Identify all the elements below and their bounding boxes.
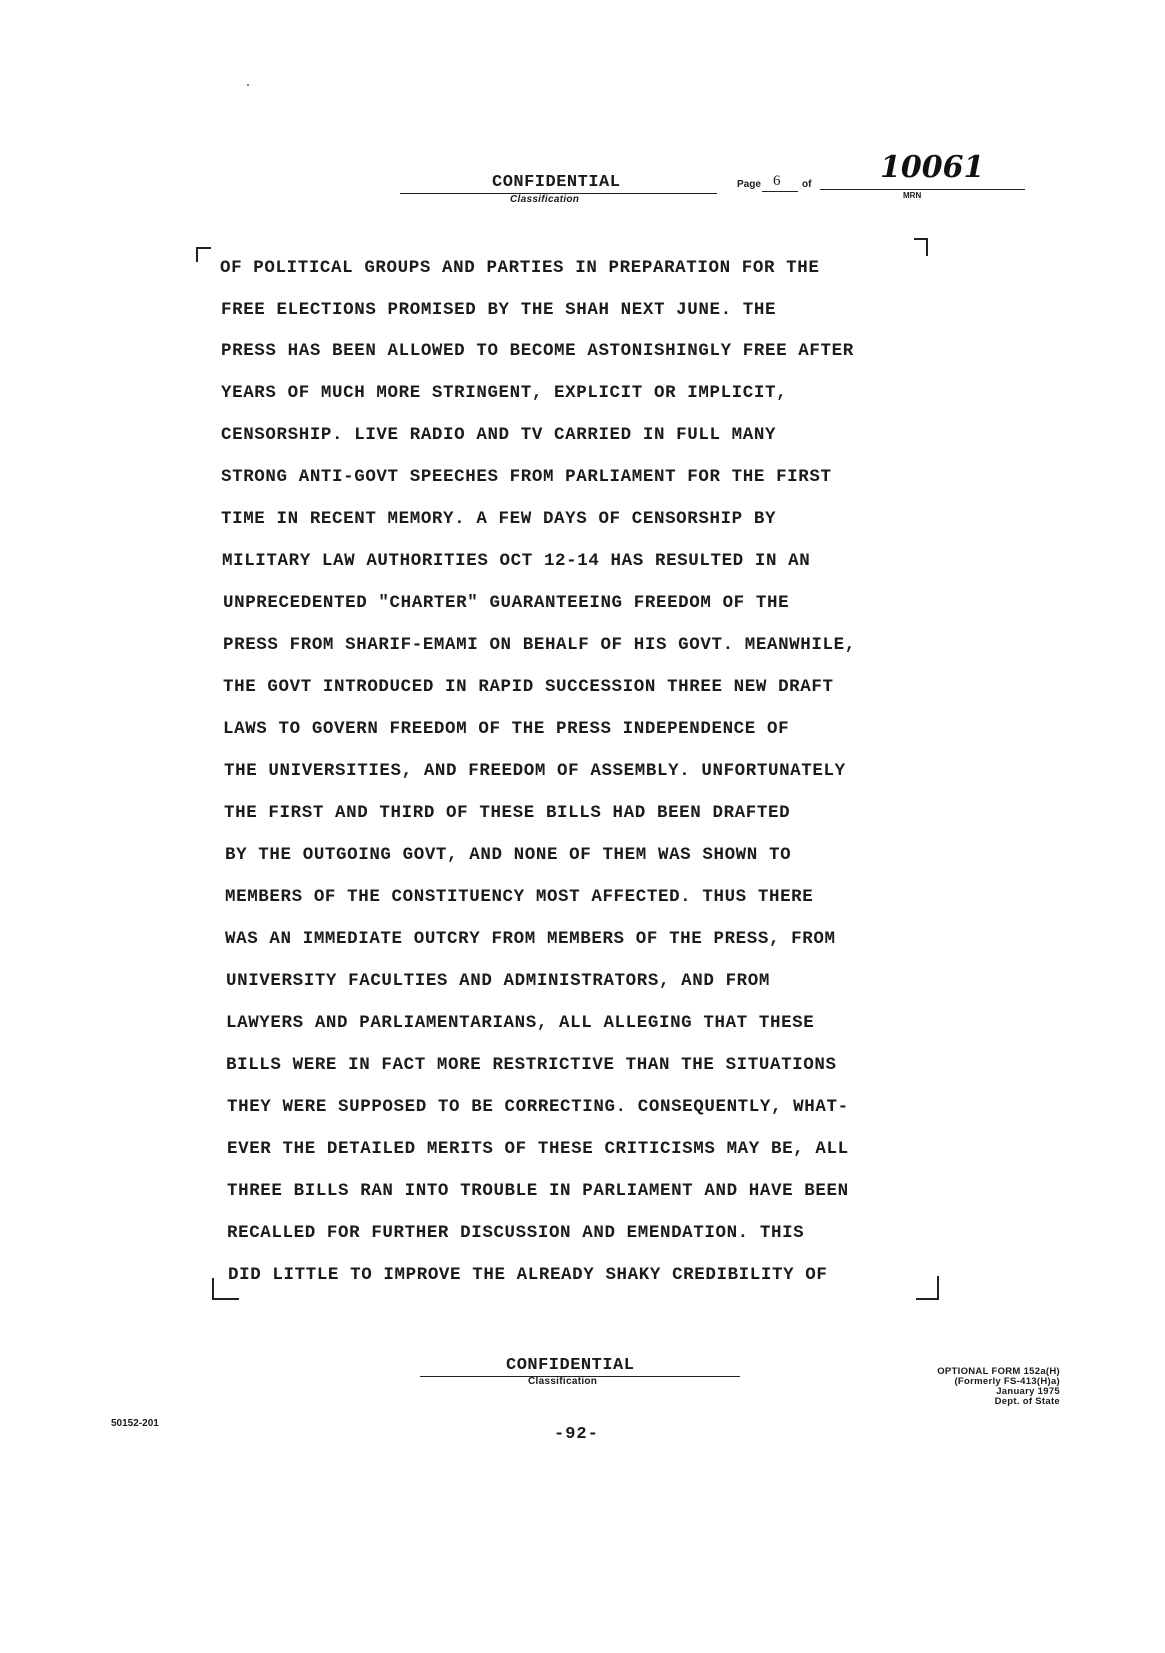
body-line: THE FIRST AND THIRD OF THESE BILLS HAD BEEN DRAFTED bbox=[224, 803, 791, 823]
header-classification-caption: Classification bbox=[510, 194, 580, 205]
body-line: UNPRECEDENTED "CHARTER" GUARANTEEING FREEDOM OF THE bbox=[223, 593, 790, 613]
body-line: OF POLITICAL GROUPS AND PARTIES IN PREPARATION FOR THE bbox=[220, 258, 820, 278]
corner-mark-top-left bbox=[196, 247, 211, 262]
page-number: 6 bbox=[773, 173, 781, 189]
mrn-handwritten: 10061 bbox=[880, 150, 985, 185]
body-line: WAS AN IMMEDIATE OUTCRY FROM MEMBERS OF THE PRESS, FROM bbox=[225, 929, 836, 949]
form-line: (Formerly FS-413(H)a) bbox=[954, 1376, 1060, 1387]
body-line: RECALLED FOR FURTHER DISCUSSION AND EMENDATION. THIS bbox=[227, 1223, 805, 1243]
of-label: of bbox=[802, 179, 812, 190]
mrn-rule bbox=[820, 189, 1025, 190]
body-line: THEY WERE SUPPOSED TO BE CORRECTING. CONSEQUENTLY, WHAT- bbox=[227, 1097, 849, 1117]
footer-classification: CONFIDENTIAL bbox=[506, 1356, 635, 1375]
body-line: STRONG ANTI-GOVT SPEECHES FROM PARLIAMENT FOR THE FIRST bbox=[221, 467, 832, 487]
body-line: THREE BILLS RAN INTO TROUBLE IN PARLIAMENT AND HAVE BEEN bbox=[227, 1181, 849, 1201]
body-line: YEARS OF MUCH MORE STRINGENT, EXPLICIT OR IMPLICIT, bbox=[221, 383, 788, 403]
mrn-caption: MRN bbox=[903, 191, 922, 200]
body-line: EVER THE DETAILED MERITS OF THESE CRITICISMS MAY BE, ALL bbox=[227, 1139, 849, 1159]
body-line: THE UNIVERSITIES, AND FREEDOM OF ASSEMBLY. UNFORTUNATELY bbox=[224, 761, 846, 781]
stock-number: 50152-201 bbox=[111, 1418, 159, 1429]
body-line: PRESS HAS BEEN ALLOWED TO BECOME ASTONISHINGLY FREE AFTER bbox=[221, 341, 854, 361]
body-line: BILLS WERE IN FACT MORE RESTRICTIVE THAN THE SITUATIONS bbox=[226, 1055, 837, 1075]
form-line: Dept. of State bbox=[994, 1396, 1060, 1407]
optional-form-notice bbox=[860, 1367, 1060, 1407]
header-classification: CONFIDENTIAL bbox=[492, 173, 621, 192]
page-label: Page bbox=[737, 179, 761, 190]
form-line: OPTIONAL FORM 152a(H) bbox=[937, 1366, 1060, 1377]
body-line: LAWYERS AND PARLIAMENTARIANS, ALL ALLEGING THAT THESE bbox=[226, 1013, 815, 1033]
footer-classification-caption: Classification bbox=[528, 1376, 598, 1387]
form-line: January 1975 bbox=[996, 1386, 1060, 1397]
body-line: FREE ELECTIONS PROMISED BY THE SHAH NEXT JUNE. THE bbox=[221, 300, 777, 320]
body-line: DID LITTLE TO IMPROVE THE ALREADY SHAKY CREDIBILITY OF bbox=[228, 1265, 828, 1285]
page-number-rule bbox=[762, 191, 798, 192]
body-line: CENSORSHIP. LIVE RADIO AND TV CARRIED IN FULL MANY bbox=[221, 425, 777, 445]
corner-mark-top-right bbox=[914, 238, 928, 256]
body-line: PRESS FROM SHARIF-EMAMI ON BEHALF OF HIS GOVT. MEANWHILE, bbox=[223, 635, 856, 655]
printed-page-number: -92- bbox=[554, 1425, 599, 1444]
body-line: MILITARY LAW AUTHORITIES OCT 12-14 HAS RESULTED IN AN bbox=[222, 551, 811, 571]
body-line: THE GOVT INTRODUCED IN RAPID SUCCESSION THREE NEW DRAFT bbox=[223, 677, 834, 697]
body-line: UNIVERSITY FACULTIES AND ADMINISTRATORS, AND FROM bbox=[226, 971, 770, 991]
body-line: MEMBERS OF THE CONSTITUENCY MOST AFFECTED. THUS THERE bbox=[225, 887, 814, 907]
body-line: TIME IN RECENT MEMORY. A FEW DAYS OF CENSORSHIP BY bbox=[221, 509, 777, 529]
corner-mark-bottom-right bbox=[916, 1276, 939, 1300]
body-line: BY THE OUTGOING GOVT, AND NONE OF THEM WAS SHOWN TO bbox=[225, 845, 792, 865]
body-line: LAWS TO GOVERN FREEDOM OF THE PRESS INDEPENDENCE OF bbox=[223, 719, 790, 739]
scan-speck bbox=[247, 84, 249, 86]
